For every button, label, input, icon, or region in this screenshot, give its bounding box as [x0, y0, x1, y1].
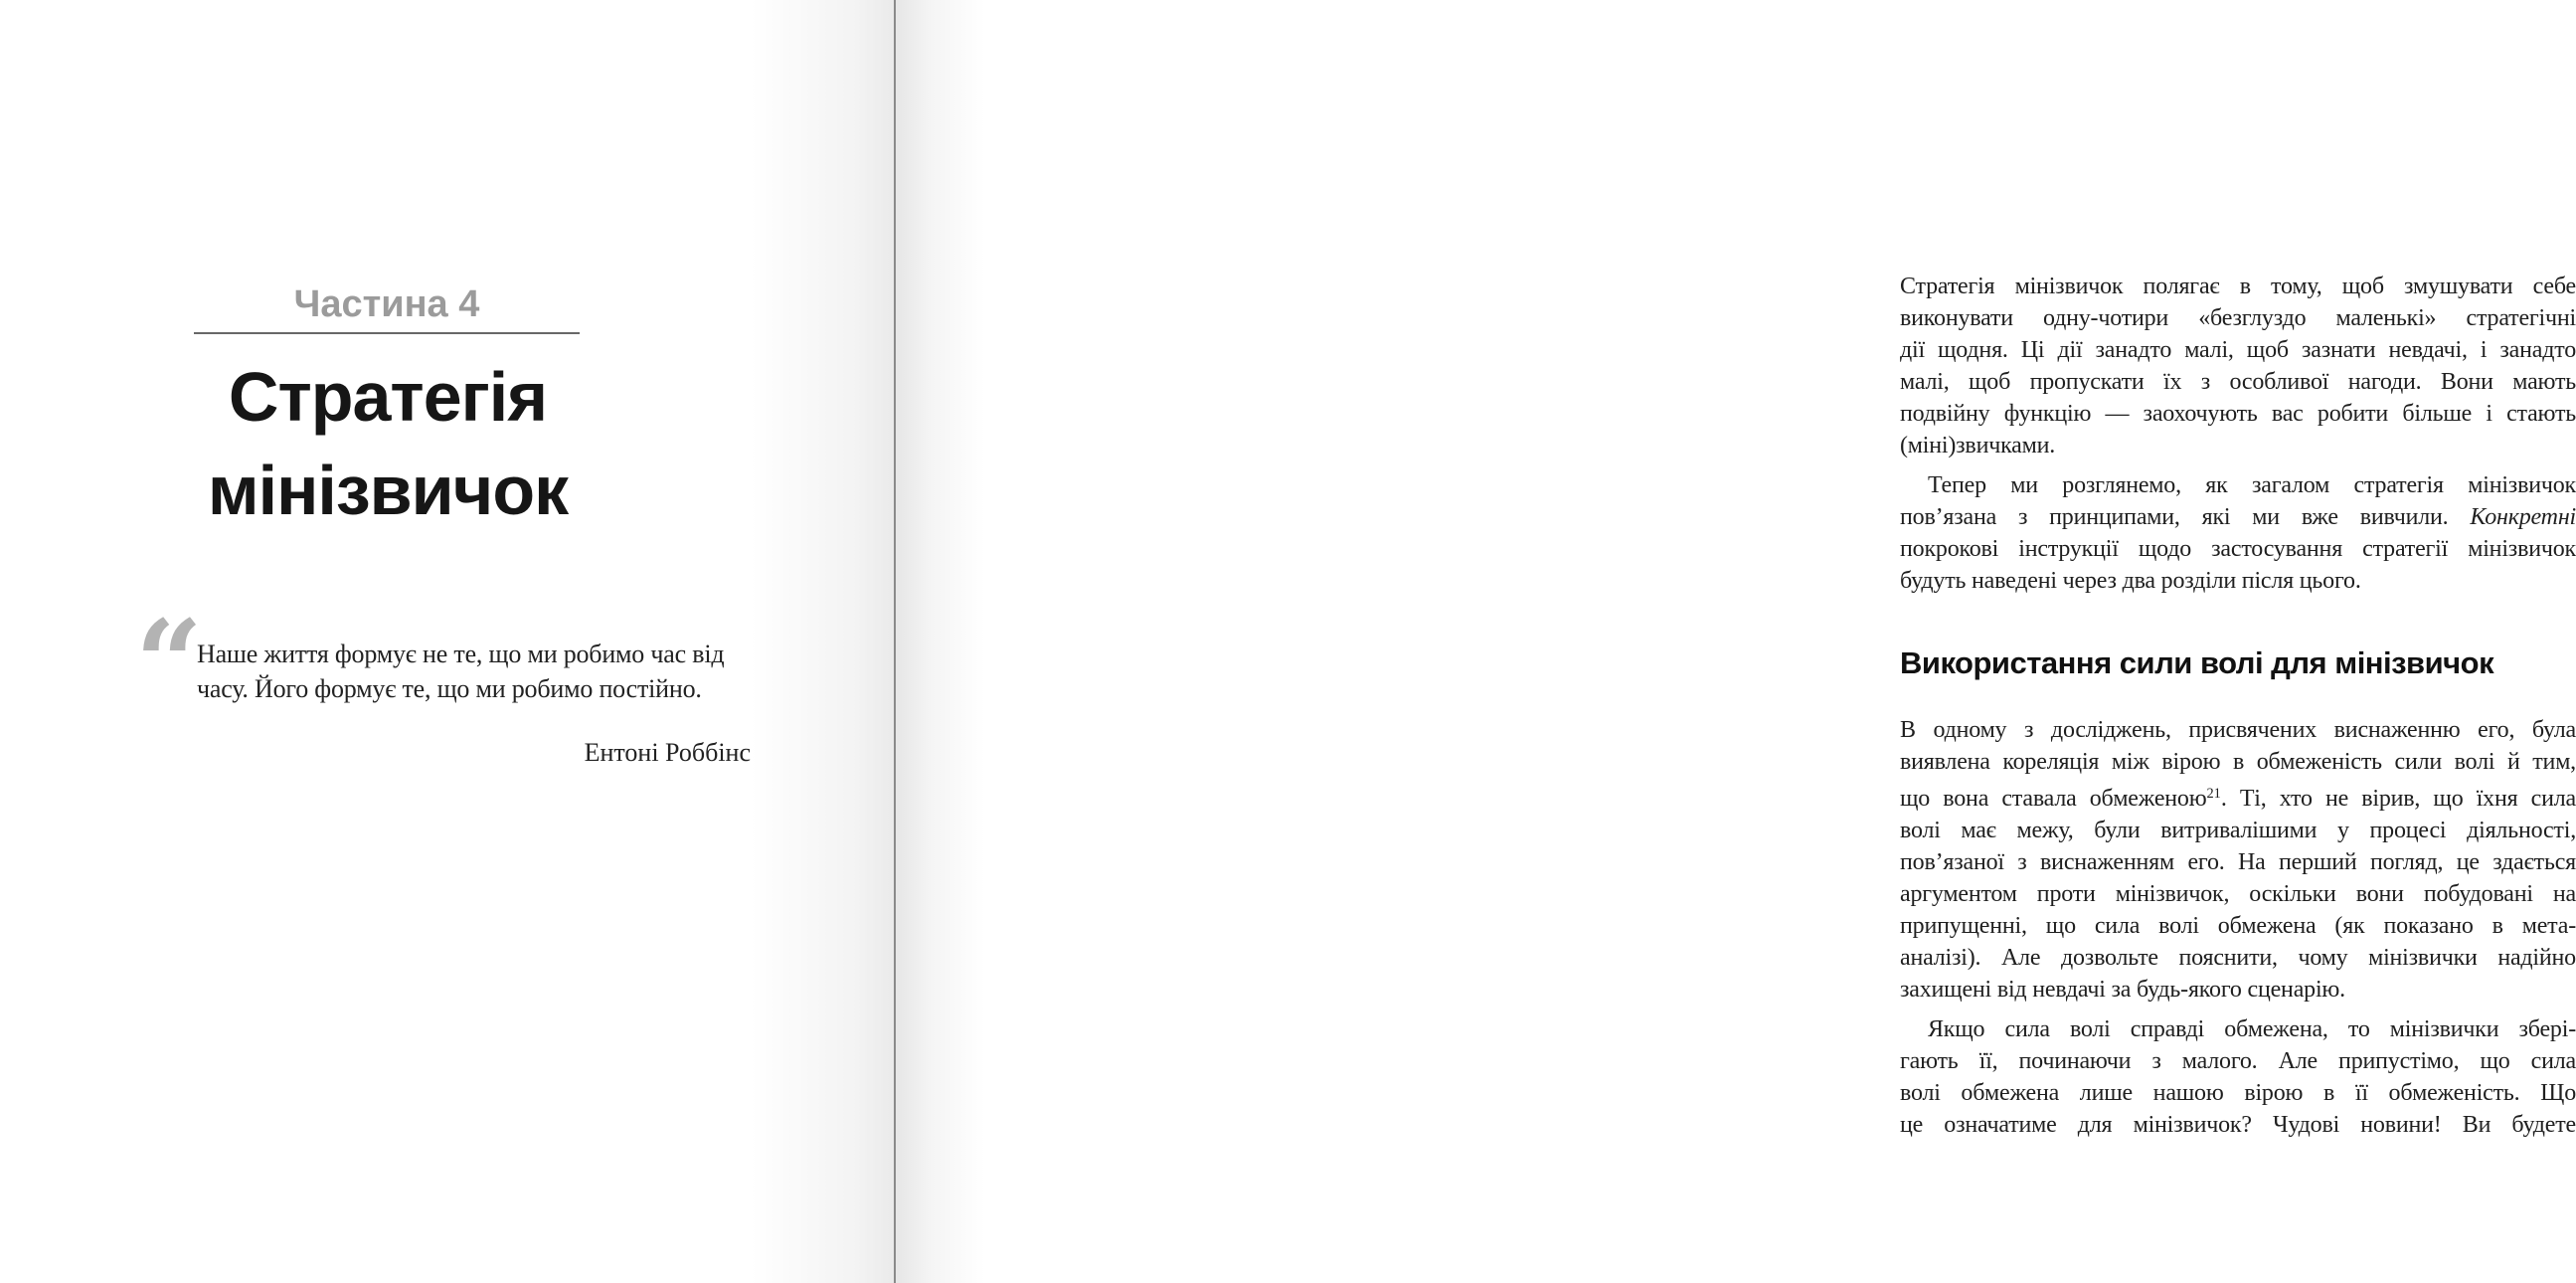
text-segment: 21	[2206, 786, 2221, 802]
text-line	[1900, 398, 2576, 430]
divider-rule	[194, 332, 580, 334]
paragraph	[1900, 469, 2576, 597]
text-segment: аргументом проти мінізвичок, оскільки вони побудовані на	[1900, 880, 2576, 907]
text-line	[1900, 942, 2576, 974]
text-line	[1900, 533, 2576, 565]
text-line	[1900, 778, 2576, 815]
chapter-title	[40, 350, 736, 537]
text-segment: . Ті, хто не вірив, що їхня сила	[2220, 785, 2576, 812]
right-page	[896, 0, 2576, 1283]
text-segment: Якщо сила волі справді обмежена, то мінізвички збері-	[1928, 1015, 2576, 1042]
text-line	[1900, 565, 2576, 597]
text-segment: волі має межу, були витривалішими у процесі діяльності,	[1900, 817, 2576, 843]
body-text-column	[1900, 271, 2576, 1141]
text-segment: Конкретні	[2470, 504, 2576, 530]
text-line	[1900, 974, 2576, 1006]
text-line	[1900, 271, 2576, 302]
text-line	[1900, 910, 2576, 942]
section-heading: Використання сили волі для мінізвичок	[1900, 645, 2494, 680]
left-page	[0, 0, 894, 1283]
text-line	[1900, 1013, 2576, 1045]
text-line	[1900, 815, 2576, 846]
text-segment: виконувати одну-чотири «безглуздо маленькі» стратегічні	[1900, 305, 2576, 331]
text-segment: волі обмежена лише нашою вірою в її обмеженість. Що	[1900, 1079, 2576, 1106]
text-segment: виявлена кореляція між вірою в обмеженість сили волі й тим,	[1900, 749, 2576, 775]
text-segment: Тепер ми розглянемо, як загалом стратегія мінізвичок	[1928, 472, 2576, 498]
text-line	[1900, 714, 2576, 746]
quote-line: часу. Його формує те, що ми робимо постійно.	[197, 674, 702, 703]
text-segment: малі, щоб пропускати їх з особливої нагоди. Вони мають	[1900, 369, 2576, 395]
text-line	[1900, 746, 2576, 778]
text-line	[1900, 302, 2576, 334]
part-label: Частина 4	[293, 283, 480, 325]
paragraph	[1900, 271, 2576, 461]
quote-line: Наше життя формує не те, що ми робимо час від	[197, 640, 725, 668]
chapter-title-line-2: мінізвичок	[207, 452, 569, 529]
text-line	[1900, 366, 2576, 398]
text-line	[1900, 1109, 2576, 1141]
text-line	[1900, 1045, 2576, 1077]
chapter-title-line-1: Стратегія	[228, 358, 548, 436]
quote-attribution: Ентоні Роббінс	[584, 738, 751, 767]
paragraph	[1900, 1013, 2576, 1141]
text-segment: це означатиме для мінізвичок? Чудові новини! Ви будете	[1900, 1111, 2576, 1138]
text-segment: аналізі). Але дозвольте пояснити, чому мінізвички надійно	[1900, 944, 2576, 971]
section-paragraphs	[1900, 714, 2576, 1141]
text-line	[1900, 501, 2576, 533]
text-line	[1900, 878, 2576, 910]
text-line	[1900, 846, 2576, 878]
text-segment: припущенні, що сила волі обмежена (як показано в мета-	[1900, 912, 2576, 939]
text-segment: гають її, починаючи з малого. Але припустімо, що сила	[1900, 1047, 2576, 1074]
text-line	[1900, 334, 2576, 366]
text-segment: дії щодня. Ці дії занадто малі, щоб зазнати невдачі, і занадто	[1900, 337, 2576, 363]
text-line	[1900, 430, 2576, 461]
text-segment: пов’язаної з виснаженням его. На перший погляд, це здається	[1900, 848, 2576, 875]
text-segment: покрокові інструкції щодо застосування стратегії мінізвичок	[1900, 536, 2576, 562]
text-segment: Стратегія мінізвичок полягає в тому, щоб змушувати себе	[1900, 274, 2576, 299]
text-segment: пов’язана з принципами, які ми вже вивчили.	[1900, 504, 2471, 530]
text-line	[1900, 1077, 2576, 1109]
text-segment: (міні)звичками.	[1900, 433, 2056, 458]
text-line	[1900, 469, 2576, 501]
text-segment: подвійну функцію — заохочують вас робити більше і стають	[1900, 401, 2576, 427]
text-segment: що вона ставала обмеженою	[1900, 785, 2207, 812]
epigraph-quote	[197, 637, 813, 706]
intro-paragraphs	[1900, 271, 2576, 597]
paragraph	[1900, 714, 2576, 1006]
text-segment: В одному з досліджень, присвячених виснаженню его, була	[1900, 717, 2576, 743]
text-segment: захищені від невдачі за будь-якого сценарію.	[1900, 976, 2345, 1003]
text-segment: будуть наведені через два розділи після цього.	[1900, 568, 2361, 594]
quote-mark-icon: “	[135, 594, 203, 732]
